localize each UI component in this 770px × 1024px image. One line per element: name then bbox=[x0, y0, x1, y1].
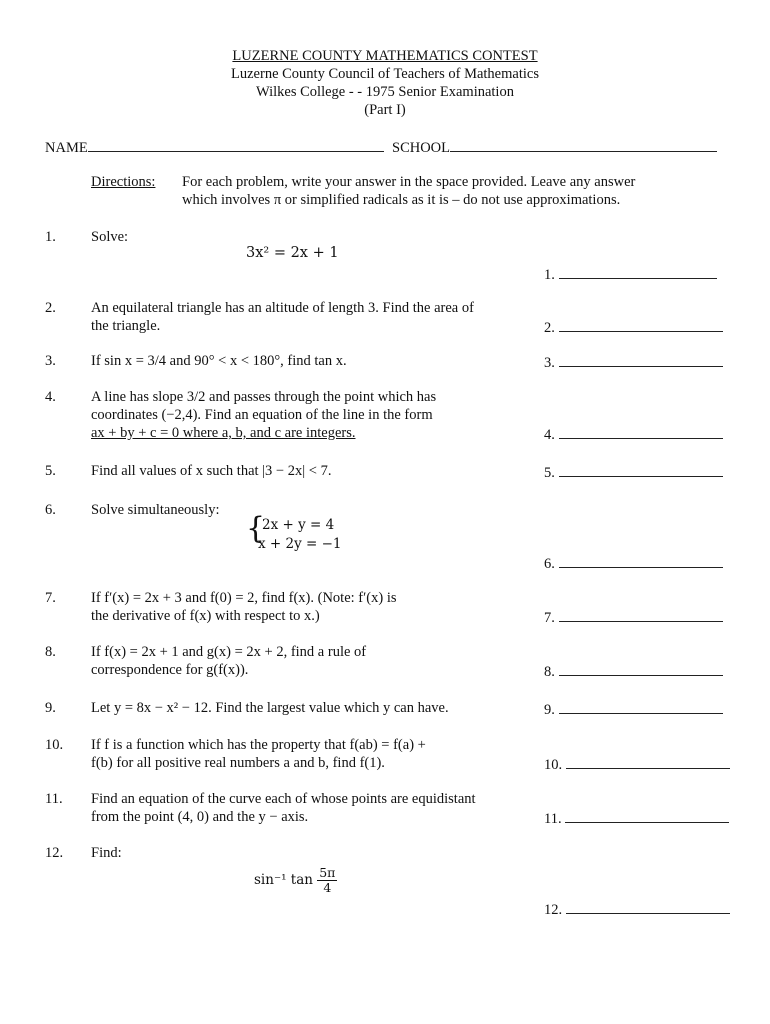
name-field[interactable] bbox=[45, 137, 384, 157]
directions-line1: For each problem, write your answer in the space provided. Leave any answer bbox=[182, 174, 636, 190]
problem-number: 1. bbox=[45, 229, 56, 245]
answer-10[interactable] bbox=[544, 754, 730, 774]
answer-blank[interactable] bbox=[559, 424, 723, 439]
answer-label: 7. bbox=[544, 610, 555, 626]
answer-label: 9. bbox=[544, 702, 555, 718]
answer-blank[interactable] bbox=[559, 607, 723, 622]
problem-number: 2. bbox=[45, 300, 56, 316]
problem-text: Find an equation of the curve each of whose points are equidistant bbox=[91, 791, 476, 807]
problem-number: 7. bbox=[45, 590, 56, 606]
problem-text: Find all values of x such that |3 − 2x| < 7. bbox=[91, 463, 332, 479]
directions-label: Directions: bbox=[91, 174, 156, 190]
answer-blank[interactable] bbox=[566, 754, 730, 769]
council-name: Luzerne County Council of Teachers of Mathematics bbox=[231, 66, 539, 82]
answer-label: 3. bbox=[544, 355, 555, 371]
answer-6[interactable] bbox=[544, 553, 723, 573]
fraction-denominator: 4 bbox=[323, 880, 332, 895]
problem-text: If sin x = 3/4 and 90° < x < 180°, find tan x. bbox=[91, 353, 347, 369]
problem-text: Find: bbox=[91, 845, 122, 861]
answer-label: 10. bbox=[544, 757, 563, 773]
answer-label: 6. bbox=[544, 556, 555, 572]
part-label: (Part I) bbox=[364, 102, 406, 118]
directions-line2: which involves π or simplified radicals as it is – do not use approximations. bbox=[182, 192, 621, 208]
problem-text: Solve: bbox=[91, 229, 129, 245]
problem-number: 12. bbox=[45, 845, 64, 861]
answer-label: 5. bbox=[544, 465, 555, 481]
system-equation-2: x + 2y = −1 bbox=[258, 536, 342, 552]
answer-blank[interactable] bbox=[559, 317, 723, 332]
problem-equation: 3x² = 2x + 1 bbox=[246, 245, 339, 261]
fraction-numerator: 5π bbox=[319, 865, 336, 880]
system-brace: { bbox=[246, 511, 266, 546]
problem-text: ax + by + c = 0 where a, b, and c are integers. bbox=[91, 425, 356, 441]
problem-text: If f′(x) = 2x + 3 and f(0) = 2, find f(x). (Note: f′(x) is bbox=[91, 590, 397, 606]
name-blank[interactable] bbox=[88, 137, 384, 152]
problem-text: A line has slope 3/2 and passes through the point which has bbox=[91, 389, 437, 405]
problem-text: f(b) for all positive real numbers a and b, find f(1). bbox=[91, 755, 385, 771]
problem-number: 8. bbox=[45, 644, 56, 660]
answer-blank[interactable] bbox=[566, 899, 730, 914]
exam-name: Wilkes College - - 1975 Senior Examination bbox=[256, 84, 514, 100]
contest-title: LUZERNE COUNTY MATHEMATICS CONTEST bbox=[232, 48, 538, 64]
name-label: NAME bbox=[45, 140, 88, 156]
problem-text: An equilateral triangle has an altitude of length 3. Find the area of bbox=[91, 300, 474, 316]
problem-text: the triangle. bbox=[91, 318, 161, 334]
answer-7[interactable] bbox=[544, 607, 723, 627]
answer-blank[interactable] bbox=[559, 699, 723, 714]
answer-blank[interactable] bbox=[559, 553, 723, 568]
problem-number: 6. bbox=[45, 502, 56, 518]
answer-label: 1. bbox=[544, 267, 555, 283]
answer-8[interactable] bbox=[544, 661, 723, 681]
fraction bbox=[317, 866, 337, 895]
answer-11[interactable] bbox=[544, 808, 729, 828]
problem-number: 10. bbox=[45, 737, 64, 753]
answer-label: 11. bbox=[544, 811, 562, 827]
school-blank[interactable] bbox=[450, 137, 717, 152]
problem-number: 4. bbox=[45, 389, 56, 405]
answer-4[interactable] bbox=[544, 424, 723, 444]
answer-2[interactable] bbox=[544, 317, 723, 337]
answer-5[interactable] bbox=[544, 462, 723, 482]
system-equation-1: 2x + y = 4 bbox=[262, 517, 335, 533]
answer-12[interactable] bbox=[544, 899, 730, 919]
problem-text: from the point (4, 0) and the y − axis. bbox=[91, 809, 309, 825]
answer-blank[interactable] bbox=[559, 462, 723, 477]
answer-label: 2. bbox=[544, 320, 555, 336]
school-label: SCHOOL bbox=[392, 140, 451, 156]
problem-number: 5. bbox=[45, 463, 56, 479]
problem-number: 9. bbox=[45, 700, 56, 716]
school-field[interactable] bbox=[392, 137, 717, 157]
problem-number: 3. bbox=[45, 353, 56, 369]
problem-text: If f is a function which has the property that f(ab) = f(a) + bbox=[91, 737, 426, 753]
answer-blank[interactable] bbox=[559, 352, 723, 367]
answer-label: 8. bbox=[544, 664, 555, 680]
problem-expression bbox=[254, 862, 337, 898]
problem-text: correspondence for g(f(x)). bbox=[91, 662, 249, 678]
problem-text: the derivative of f(x) with respect to x.) bbox=[91, 608, 320, 624]
answer-9[interactable] bbox=[544, 699, 723, 719]
problem-number: 11. bbox=[45, 791, 63, 807]
answer-3[interactable] bbox=[544, 352, 723, 372]
answer-label: 12. bbox=[544, 902, 563, 918]
problem-text: Solve simultaneously: bbox=[91, 502, 220, 518]
answer-blank[interactable] bbox=[559, 661, 723, 676]
problem-text: If f(x) = 2x + 1 and g(x) = 2x + 2, find a rule of bbox=[91, 644, 367, 660]
answer-blank[interactable] bbox=[565, 808, 729, 823]
problem-text: coordinates (−2,4). Find an equation of the line in the form bbox=[91, 407, 433, 423]
answer-1[interactable] bbox=[544, 264, 717, 284]
answer-blank[interactable] bbox=[559, 264, 717, 279]
expression-prefix: sin⁻¹ tan bbox=[254, 872, 313, 888]
answer-label: 4. bbox=[544, 427, 555, 443]
problem-text: Let y = 8x − x² − 12. Find the largest value which y can have. bbox=[91, 700, 449, 716]
